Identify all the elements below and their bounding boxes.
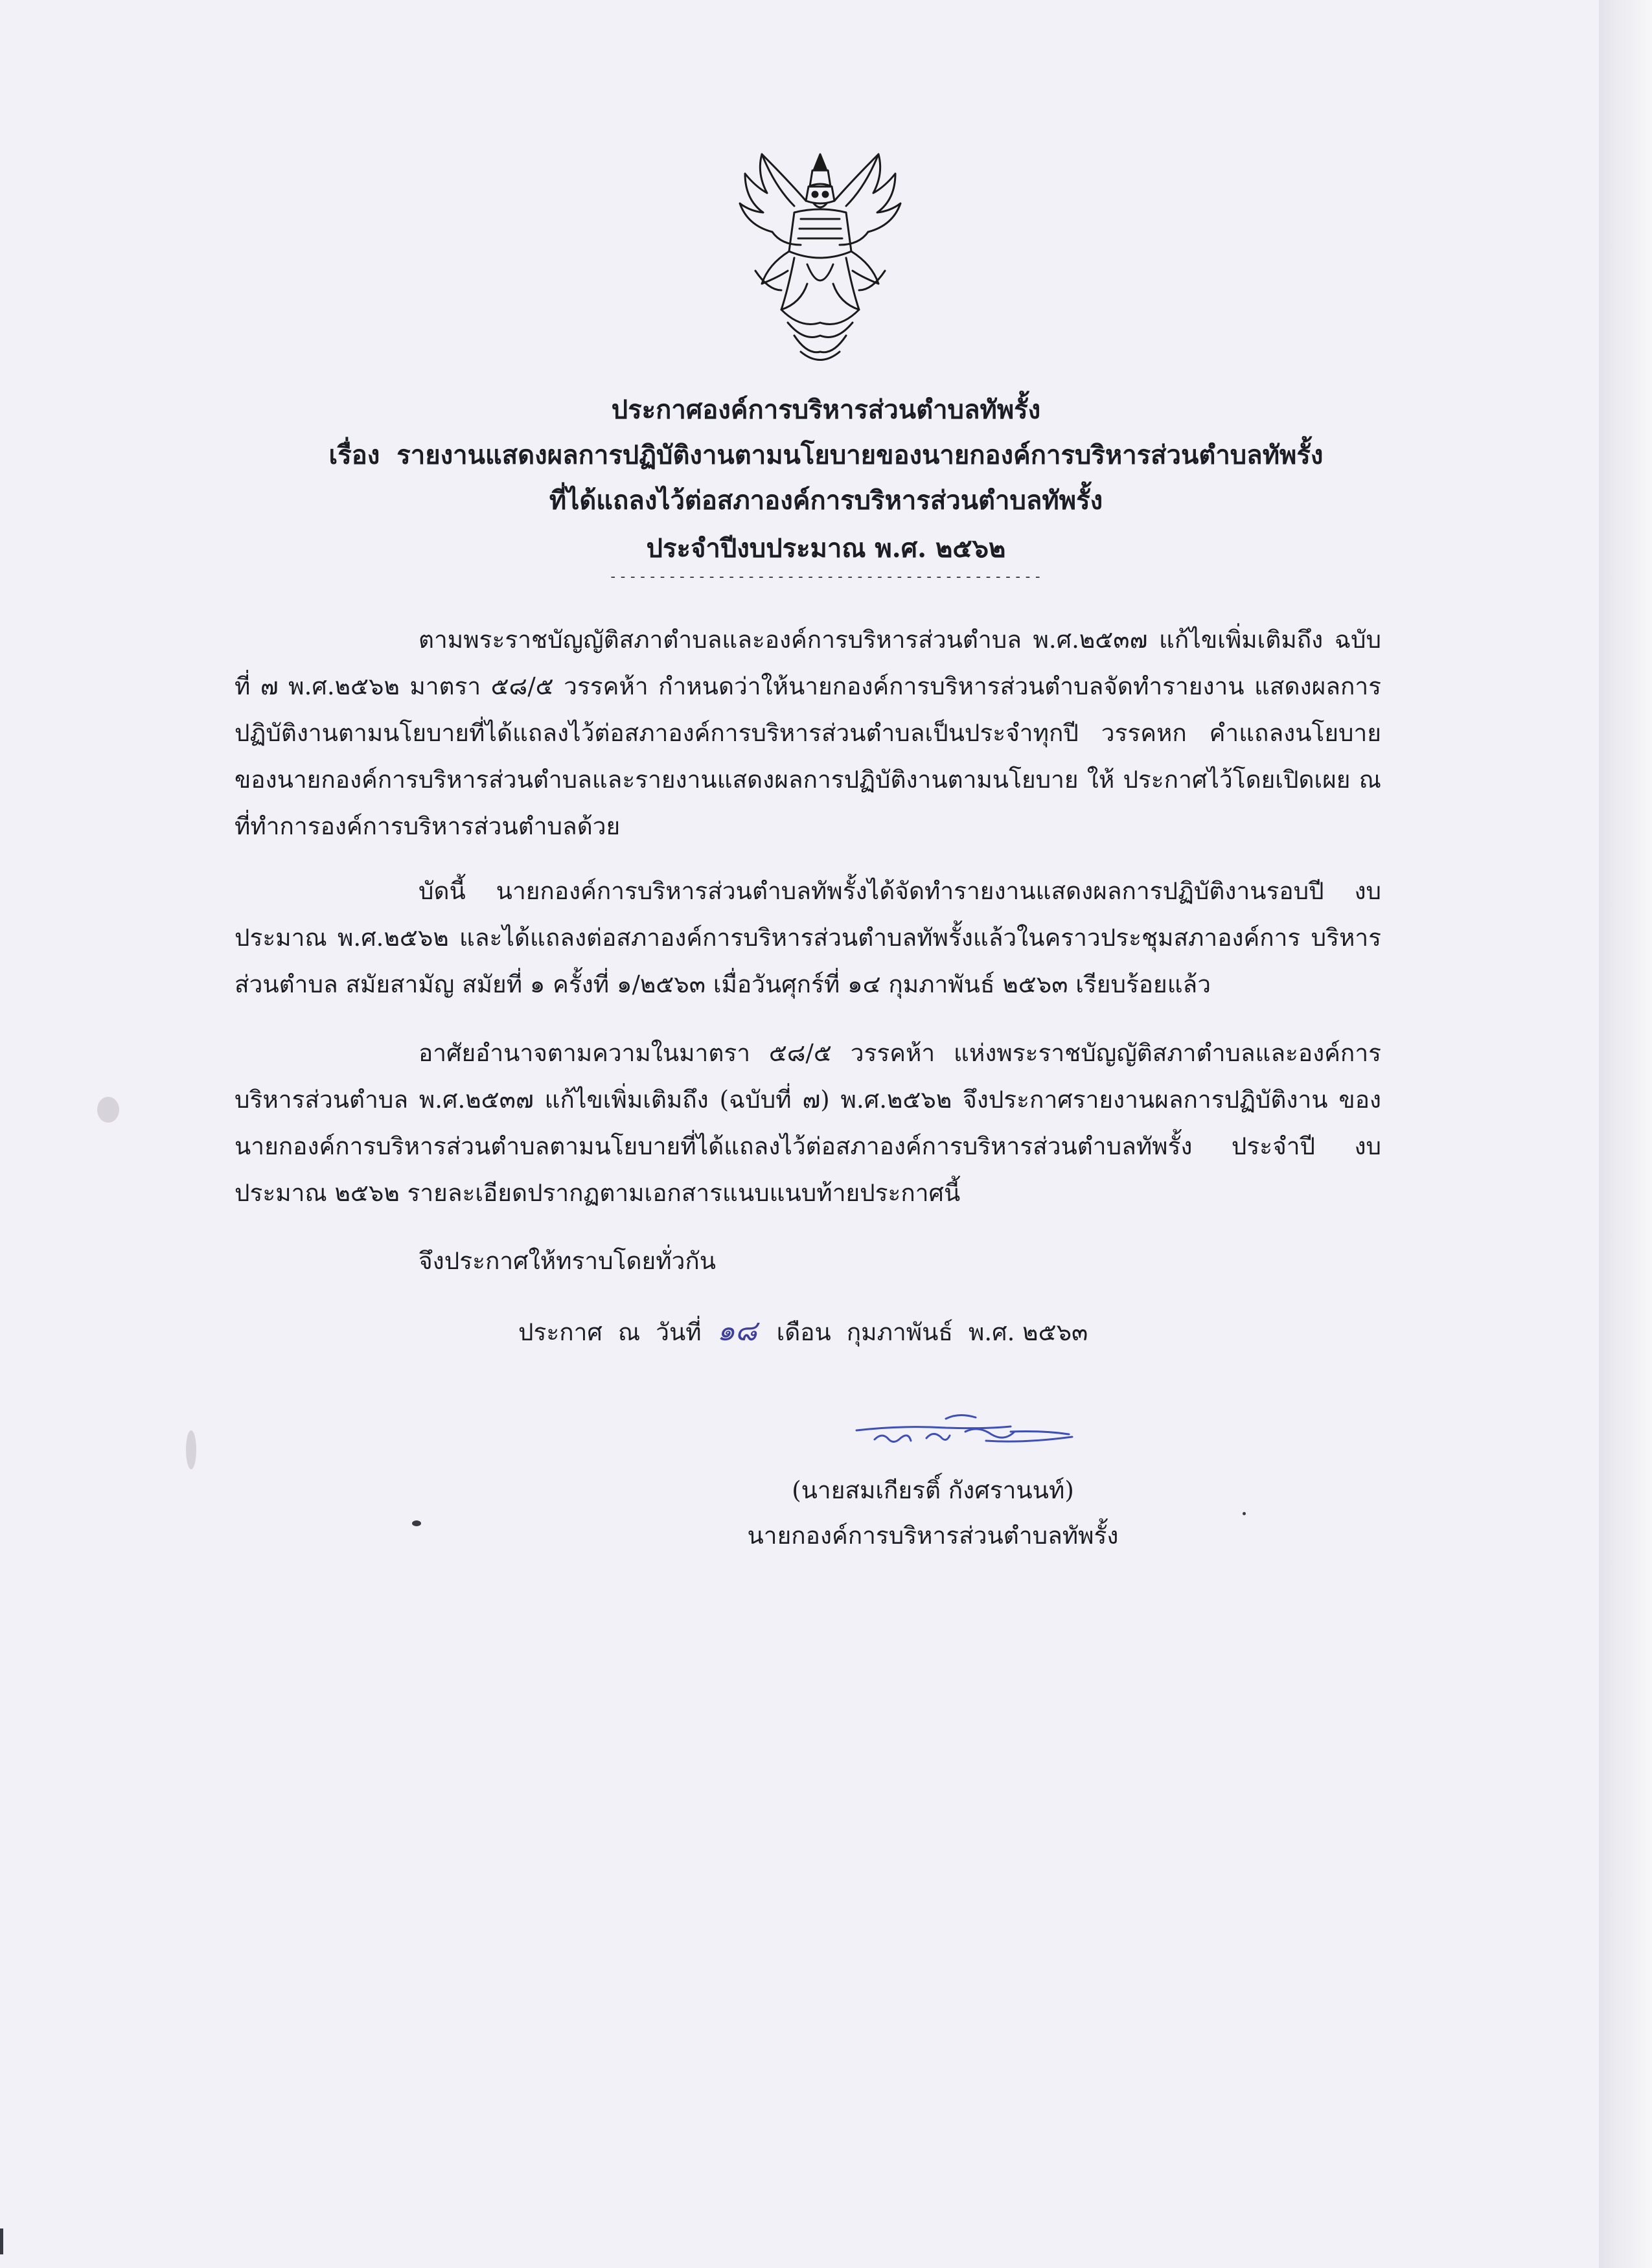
body-paragraph-3: อาศัยอำนาจตามความในมาตรา ๕๘/๕ วรรคห้า แห่งพระราชบัญญัติสภาตำบลและองค์การ บริหารส่วนตำบล พ.ศ.๒๕๓๗ แก้ไขเพิ่มเติมถึง (ฉบับที่ ๗) พ.ศ.๒๕๖๒ จึงประกาศรายงานผลการปฏิบัติงาน ของนายกองค์การบริหารส่วนตำบลตามนโยบายที่ได้แถลงไว้ต่อสภาองค์การบริหารส่วนตำบลทัพรั้ง ประจำปี งบประมาณ ๒๕๖๒ รายละเอียดปรากฏตามเอกสารแนบแนบท้ายประกาศนี้ xyxy=(235,1039,1381,1207)
fiscal-year-line: ประจำปีงบประมาณ พ.ศ. ๒๕๖๒ xyxy=(646,533,1006,564)
paper-speck xyxy=(1243,1512,1246,1515)
signer-position: นายกองค์การบริหารส่วนตำบลทัพรั้ง xyxy=(747,1522,1119,1550)
subject-continuation: ที่ได้แถลงไว้ต่อสภาองค์การบริหารส่วนตำบลทัพรั้ง xyxy=(549,485,1103,516)
handwritten-signature xyxy=(849,1406,1082,1458)
announcement-title: ประกาศองค์การบริหารส่วนตำบลทัพรั้ง xyxy=(611,395,1041,425)
paper-smudge xyxy=(97,1097,119,1123)
body-paragraph-2: บัดนี้ นายกองค์การบริหารส่วนตำบลทัพรั้งได้จัดทำรายงานแสดงผลการปฏิบัติงานรอบปี งบประมาณ พ.ศ.๒๕๖๒ และได้แถลงต่อสภาองค์การบริหารส่วนตำบลทัพรั้งแล้วในคราวประชุมสภาองค์การ บริหารส่วนตำบล สมัยสามัญ สมัยที่ ๑ ครั้งที่ ๑/๒๕๖๓ เมื่อวันศุกร์ที่ ๑๔ กุมภาพันธ์ ๒๕๖๓ เรียบร้อยแล้ว xyxy=(235,877,1381,998)
subject-prefix: เรื่อง xyxy=(328,440,380,470)
signer-name: (นายสมเกียรติ์ กังศรานนท์) xyxy=(792,1476,1074,1504)
paper-smudge xyxy=(186,1430,196,1469)
month-label: เดือน xyxy=(776,1318,831,1346)
paper-speck xyxy=(412,1520,421,1526)
date-label: ประกาศ xyxy=(518,1318,602,1346)
month-value: กุมภาพันธ์ xyxy=(846,1318,954,1346)
closing-line: จึงประกาศให้ทราบโดยทั่วกัน xyxy=(419,1247,717,1275)
announcement-subject xyxy=(0,433,1652,478)
heading-separator: -------------------------------------------- xyxy=(608,569,1044,585)
paper-speck xyxy=(0,2228,3,2254)
handwritten-day: ๑๘ xyxy=(717,1314,757,1347)
garuda-emblem-icon xyxy=(717,141,924,374)
body-paragraph-1: ตามพระราชบัญญัติสภาตำบลและองค์การบริหารส่วนตำบล พ.ศ.๒๕๓๗ แก้ไขเพิ่มเติมถึง ฉบับที่ ๗ พ.ศ.๒๕๖๒ มาตรา ๕๘/๕ วรรคห้า กำหนดว่าให้นายกองค์การบริหารส่วนตำบลจัดทำรายงาน แสดงผลการปฏิบัติงานตามนโยบายที่ได้แถลงไว้ต่อสภาองค์การบริหารส่วนตำบลเป็นประจำทุกปี วรรคหก คำแถลงนโยบายของนายกองค์การบริหารส่วนตำบลและรายงานแสดงผลการปฏิบัติงานตามนโยบาย ให้ ประกาศไว้โดยเปิดเผย ณ ที่ทำการองค์การบริหารส่วนตำบลด้วย xyxy=(235,626,1381,840)
date-at: ณ xyxy=(617,1318,641,1346)
announcement-date-line xyxy=(518,1309,1103,1355)
year-value: พ.ศ. ๒๕๖๓ xyxy=(969,1318,1088,1346)
page-edge-shadow xyxy=(1599,0,1652,2268)
day-label: วันที่ xyxy=(656,1318,702,1346)
subject-text: รายงานแสดงผลการปฏิบัติงานตามนโยบายของนายกองค์การบริหารส่วนตำบลทัพรั้ง xyxy=(396,440,1324,470)
